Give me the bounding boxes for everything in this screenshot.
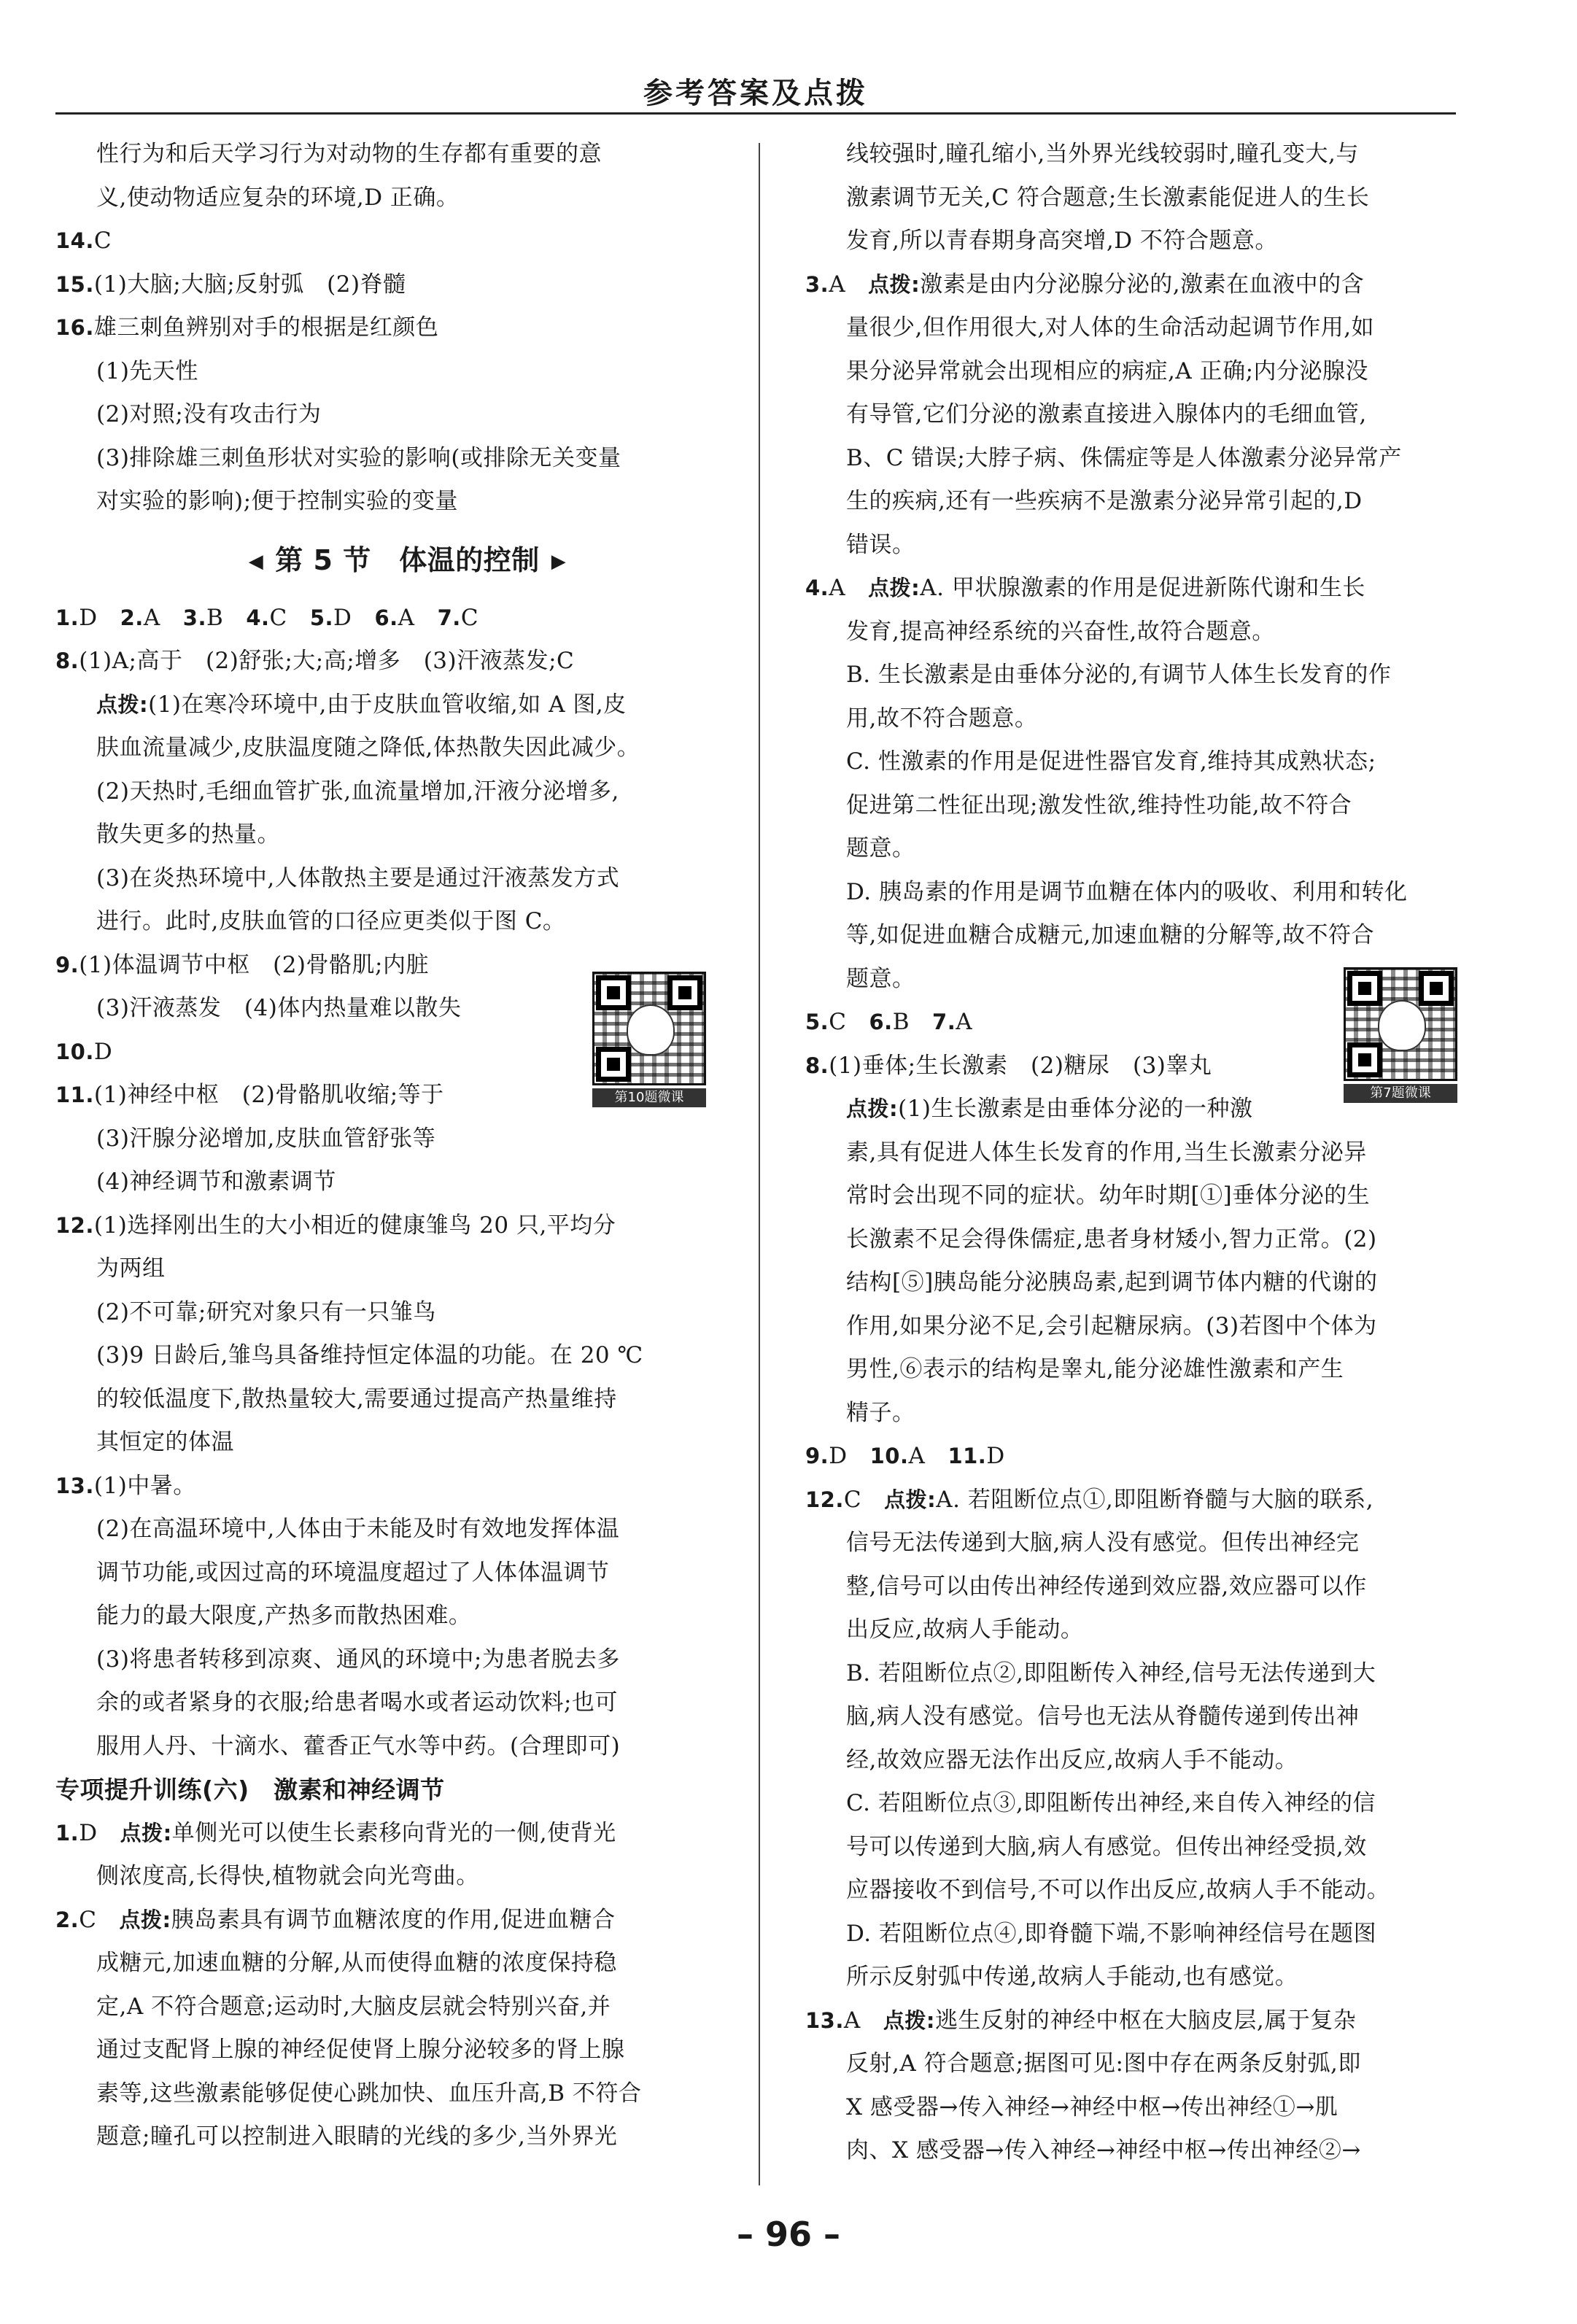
text-line: 的较低温度下,散热量较大,需要通过提高产热量维持	[96, 1385, 617, 1412]
text-line: (2)天热时,毛细血管扩张,血流量增加,汗液分泌增多,	[96, 778, 619, 805]
text-line: 信号无法传递到大脑,病人没有感觉。但传出神经完	[846, 1530, 1360, 1556]
text-line: 点拨:(1)生长激素是由垂体分泌的一种激	[846, 1096, 1253, 1122]
text-line: 素,具有促进人体生长发育的作用,当生长激素分泌异	[846, 1139, 1367, 1166]
text-line: 激素调节无关,C 符合题意;生长激素能促进人的生长	[846, 184, 1370, 211]
text-line: 果分泌异常就会出现相应的病症,A 正确;内分泌腺没	[846, 357, 1369, 384]
text-line: B、C 错误;大脖子病、侏儒症等是人体激素分泌异常产	[846, 444, 1402, 471]
text-line: 作用,如果分泌不足,会引起糖尿病。(3)若图中个体为	[846, 1312, 1377, 1339]
text-line: X 感受器→传入神经→神经中枢→传出神经①→肌	[846, 2093, 1338, 2120]
text-line: 等,如促进血糖合成糖元,加速血糖的分解等,故不符合	[846, 922, 1375, 948]
text-line: D. 若阻断位点④,即脊髓下端,不影响神经信号在题图	[846, 1920, 1377, 1947]
text-line: 发育,提高神经系统的兴奋性,故符合题意。	[846, 618, 1275, 645]
text-line: C. 若阻断位点③,即阻断传出神经,来自传入神经的信	[846, 1790, 1376, 1816]
text-line: 服用人丹、十滴水、藿香正气水等中药。(合理即可)	[96, 1732, 621, 1759]
multiple-choice-answers: 9.D 10.A 11.D	[805, 1443, 1005, 1469]
text-line: (4)神经调节和激素调节	[96, 1169, 336, 1195]
text-line: 调节功能,或因过高的环境温度超过了人体体温调节	[96, 1559, 610, 1586]
text-line: 能力的最大限度,产热多而散热困难。	[96, 1603, 472, 1629]
special-answer-12: 12.C 点拨:A. 若阻断位点①,即阻断脊髓与大脑的联系,	[805, 1486, 1374, 1513]
text-line: 成糖元,加速血糖的分解,从而使得血糖的浓度保持稳	[96, 1950, 617, 1976]
text-line: B. 若阻断位点②,即阻断传入神经,信号无法传递到大	[846, 1659, 1376, 1686]
text-line: (3)9 日龄后,雏鸟具备维持恒定体温的功能。在 20 ℃	[96, 1342, 643, 1368]
text-line: (2)对照;没有攻击行为	[96, 401, 322, 427]
triangle-left-icon: ◀	[248, 551, 264, 573]
text-line: 用,故不符合题意。	[846, 705, 1038, 732]
text-line: 义,使动物适应复杂的环境,D 正确。	[96, 184, 460, 211]
text-line: 脑,病人没有感觉。信号也无法从脊髓传递到传出神	[846, 1703, 1360, 1730]
text-line: 促进第二性征出现;激发性欲,维持性功能,故不符合	[846, 791, 1352, 818]
answer-10: 10.D	[55, 1038, 113, 1065]
text-line: B. 生长激素是由垂体分泌的,有调节人体生长发育的作	[846, 662, 1392, 688]
text-line: 肤血流量减少,皮肤温度随之降低,体热散失因此减少。	[96, 735, 640, 761]
text-line: 精子。	[846, 1399, 915, 1426]
text-line: 整,信号可以由传出神经传递到效应器,效应器可以作	[846, 1573, 1367, 1600]
page-number: – 96 –	[736, 2215, 841, 2254]
text-line: 肉、X 感受器→传入神经→神经中枢→传出神经②→	[846, 2137, 1361, 2164]
text-line: 所示反射弧中传递,故病人手能动,也有感觉。	[846, 1964, 1298, 1990]
text-line: 反射,A 符合题意;据图可见:图中存在两条反射弧,即	[846, 2050, 1361, 2077]
text-line: D. 胰岛素的作用是调节血糖在体内的吸收、利用和转化	[846, 878, 1408, 905]
text-line: 出反应,故病人手能动。	[846, 1616, 1084, 1643]
answer-9: 9.(1)体温调节中枢 (2)骨骼肌;内脏	[55, 951, 429, 978]
answer-12: 12.(1)选择刚出生的大小相近的健康雏鸟 20 只,平均分	[55, 1212, 616, 1239]
special-training-heading: 专项提升训练(六) 激素和神经调节	[55, 1775, 445, 1804]
qr-code-icon	[592, 972, 706, 1085]
triangle-right-icon: ▶	[551, 551, 567, 573]
text-line: (3)将患者转移到凉爽、通风的环境中;为患者脱去多	[96, 1646, 620, 1673]
answer-11: 11.(1)神经中枢 (2)骨骼肌收缩;等于	[55, 1082, 444, 1108]
page-header-title: 参考答案及点拨	[643, 77, 868, 110]
text-line: 错误。	[846, 531, 915, 558]
text-line: 散失更多的热量。	[96, 821, 280, 848]
section-heading: ◀ 第 5 节 体温的控制 ▶	[55, 524, 716, 597]
left-column	[55, 133, 716, 2159]
text-line: (2)在高温环境中,人体由于未能及时有效地发挥体温	[96, 1516, 620, 1542]
text-line: 应器接收不到信号,不可以作出反应,故病人手不能动。	[846, 1877, 1390, 1903]
special-answer-3: 3.A 点拨:激素是由内分泌腺分泌的,激素在血液中的含	[805, 271, 1365, 298]
text-line: 进行。此时,皮肤血管的口径应更类似于图 C。	[96, 908, 566, 934]
text-line: 线较强时,瞳孔缩小,当外界光线较弱时,瞳孔变大,与	[846, 141, 1359, 167]
text-line: 其恒定的体温	[96, 1429, 234, 1455]
text-line: (3)汗液蒸发 (4)体内热量难以散失	[96, 995, 462, 1021]
text-line: 经,故效应器无法作出反应,故病人手不能动。	[846, 1746, 1298, 1773]
text-line: (3)在炎热环境中,人体散热主要是通过汗液蒸发方式	[96, 864, 620, 891]
special-answer-2: 2.C 点拨:胰岛素具有调节血糖浓度的作用,促进血糖合	[55, 1906, 616, 1933]
special-answer-4: 4.A 点拨:A. 甲状腺激素的作用是促进新陈代谢和生长	[805, 575, 1365, 601]
text-line: 题意。	[846, 965, 915, 992]
text-line: C. 性激素的作用是促进性器官发育,维持其成熟状态;	[846, 748, 1376, 775]
text-line: 发育,所以青春期身高突增,D 不符合题意。	[846, 228, 1278, 254]
text-line: 男性,⑥表示的结构是睾丸,能分泌雄性激素和产生	[846, 1356, 1344, 1382]
qr-code-q10[interactable]	[592, 972, 715, 1107]
text-line: 素等,这些激素能够促使心跳加快、血压升高,B 不符合	[96, 2080, 642, 2107]
answer-16: 16.雄三刺鱼辨别对手的根据是红颜色	[55, 314, 439, 341]
text-line: 侧浓度高,长得快,植物就会向光弯曲。	[96, 1863, 479, 1889]
text-line: (2)不可靠;研究对象只有一只雏鸟	[96, 1298, 436, 1325]
multiple-choice-answers: 1.D 2.A 3.B 4.C 5.D 6.A 7.C	[55, 604, 479, 631]
text-line: 定,A 不符合题意;运动时,大脑皮层就会特别兴奋,并	[96, 1993, 611, 2020]
qr-caption: 第7题微课	[1344, 1084, 1457, 1103]
answer-15: 15.(1)大脑;大脑;反射弧 (2)脊髓	[55, 271, 406, 298]
text-line: 点拨:(1)在寒冷环境中,由于皮肤血管收缩,如 A 图,皮	[96, 691, 627, 718]
text-line: 题意;瞳孔可以控制进入眼睛的光线的多少,当外界光	[96, 2123, 618, 2150]
text-line: (1)先天性	[96, 357, 198, 384]
header-rule	[55, 112, 1456, 115]
qr-code-q7[interactable]	[1344, 967, 1466, 1103]
text-line: 生的疾病,还有一些疾病不是激素分泌异常引起的,D	[846, 488, 1363, 514]
text-line: 长激素不足会得侏儒症,患者身材矮小,智力正常。(2)	[846, 1225, 1377, 1252]
text-line: 常时会出现不同的症状。幼年时期[①]垂体分泌的生	[846, 1182, 1371, 1209]
answer-13: 13.(1)中暑。	[55, 1472, 196, 1499]
text-line: (3)排除雄三刺鱼形状对实验的影响(或排除无关变量	[96, 444, 621, 471]
answer-8: 8.(1)A;高于 (2)舒张;大;高;增多 (3)汗液蒸发;C	[55, 648, 575, 674]
text-line: 量很少,但作用很大,对人体的生命活动起调节作用,如	[846, 314, 1375, 341]
text-line: 有导管,它们分泌的激素直接进入腺体内的毛细血管,	[846, 401, 1367, 427]
column-divider	[759, 143, 760, 2185]
special-answer-1: 1.D 点拨:单侧光可以使生长素移向背光的一侧,使背光	[55, 1819, 616, 1846]
text-line: 余的或者紧身的衣服;给患者喝水或者运动饮料;也可	[96, 1689, 618, 1716]
text-line: 对实验的影响);便于控制实验的变量	[96, 488, 459, 514]
text-line: 结构[⑤]胰岛能分泌胰岛素,起到调节体内糖的代谢的	[846, 1269, 1378, 1295]
text-line: 为两组	[96, 1255, 166, 1282]
text-line: 性行为和后天学习行为对动物的生存都有重要的意	[96, 141, 602, 167]
text-line: 通过支配肾上腺的神经促使肾上腺分泌较多的肾上腺	[96, 2037, 625, 2063]
answer-14: 14.C	[55, 228, 112, 254]
text-line: 题意。	[846, 835, 915, 861]
qr-caption: 第10题微课	[592, 1088, 706, 1107]
special-answer-8: 8.(1)垂体;生长激素 (2)糖尿 (3)睾丸	[805, 1052, 1212, 1079]
right-column	[805, 133, 1465, 2173]
special-answer-13: 13.A 点拨:逃生反射的神经中枢在大脑皮层,属于复杂	[805, 2007, 1357, 2034]
multiple-choice-answers: 5.C 6.B 7.A	[805, 1009, 973, 1035]
text-line: (3)汗腺分泌增加,皮肤血管舒张等	[96, 1125, 436, 1152]
qr-code-icon	[1344, 967, 1457, 1081]
text-line: 号可以传递到大脑,病人有感觉。但传出神经受损,效	[846, 1833, 1367, 1860]
